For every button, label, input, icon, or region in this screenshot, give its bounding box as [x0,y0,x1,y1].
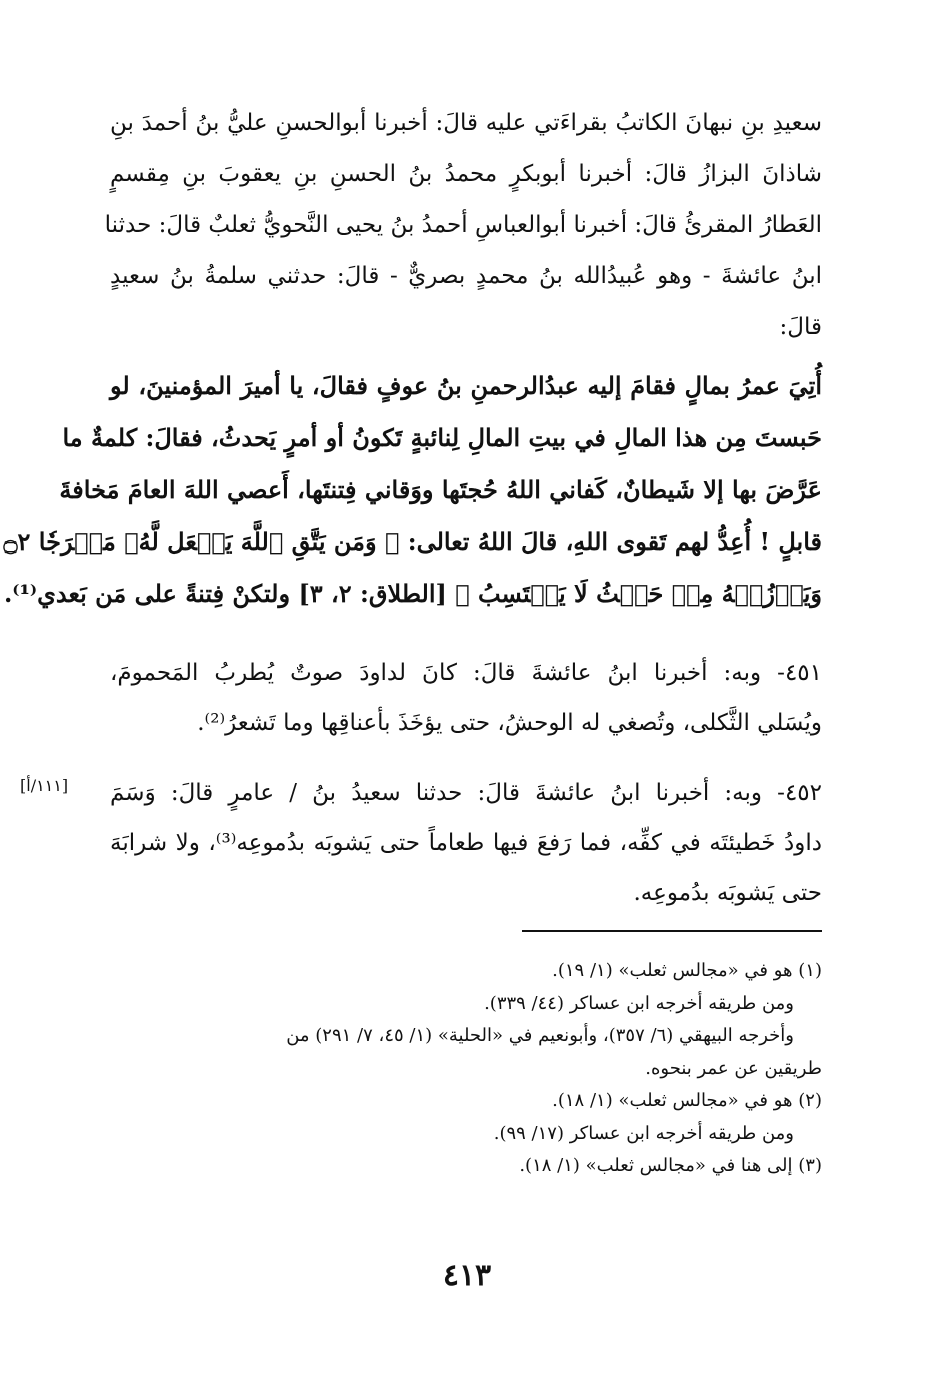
text-line: ويُسَلي الثَّكلى، وتُصغي له الوحشُ، حتى يؤخَذَ بأعناقِها وما تَشعرُ⁽²⁾. [197,710,822,736]
footnote-line: ومن طريقه أخرجه ابن عساكر (٤٤/ ٣٣٩). [484,992,794,1014]
text-line: وَيَرۡزُقۡهُ مِنۡ حَيۡثُ لَا يَحۡتَسِبُ ﴾ [الطلاق: ٢، ٣] ولتكنْ فِتنةً على مَن بَعدي⁽¹⁾. [3,579,822,608]
text-line: قابلٍ ! أُعِدُّ لهم تَقوى اللهِ، قالَ اللهُ تعالى: ﴿ وَمَن يَتَّقِ ٱللَّهَ يَجۡعَل لَّهُۥ مَخۡرَجٗا ۝٢ [3,527,822,556]
text-line: شاذانَ البزازُ قالَ: أخبرنا أبوبكرٍ محمدُ بنُ الحسنِ بنِ يعقوبَ بنِ مِقسمٍ [110,161,822,187]
text-line: ٤٥١- وبه: أخبرنا ابنُ عائشةَ قالَ: كانَ لداودَ صوتٌ يُطربُ المَحمومَ، [110,660,822,686]
text-line: العَطارُ المقرئُ قالَ: أخبرنا أبوالعباسِ أحمدُ بنُ يحيى النَّحويُّ ثعلبٌ قالَ: حدثنا [104,212,822,238]
text-line: سعيدِ بنِ نبهانَ الكاتبُ بقراءَتي عليه قالَ: أخبرنا أبوالحسنِ عليُّ بنُ أحمدَ بنِ [110,110,822,136]
text-line: داودُ خَطيئتَه في كفِّه، فما رَفعَ فيها طعاماً حتى يَشوبَه بدُموعِه⁽³⁾، ولا شرابَهَ [110,830,822,856]
text-line: ابنُ عائشةَ - وهو عُبيدُالله بنُ محمدٍ بصريٌّ - قالَ: حدثني سلمةُ بنُ سعيدٍ [110,263,822,289]
page-number: ٤١٣ [442,1258,492,1293]
hadith-452 [110,768,822,918]
footnote-line: (٣) إلى هنا في «مجالس ثعلب» (١/ ١٨). [519,1155,822,1176]
footnote-line: (٢) هو في «مجالس ثعلب» (١/ ١٨). [552,1090,822,1111]
footnote-line: (١) هو في «مجالس ثعلب» (١/ ١٩). [552,960,822,981]
manuscript-folio-ref: [١١١/أ] [20,776,69,795]
footnotes [110,955,822,1183]
isnad-paragraph [104,98,822,353]
text-line: حَبستَ مِن هذا المالِ في بيتِ المالِ لِنائبةٍ تَكونُ أو أمرٍ يَحدثُ، فقالَ: كلمةٌ ما [62,423,822,452]
text-line: عَرَّضَ بها إلا شَيطانٌ، كَفاني اللهُ حُجتَها ووَقاني فِتنتَها، أَعصي اللهَ العامَ مَخافةَ [59,475,822,504]
text-line: ٤٥٢- وبه: أخبرنا ابنُ عائشةَ قالَ: حدثنا سعيدُ بنُ / عامرٍ قالَ: وَسَمَ [110,780,822,806]
footnote-line: وأخرجه البيهقي (٦/ ٣٥٧)، وأبونعيم في «الحلية» (١/ ٤٥، ٧/ ٢٩١) من [286,1025,794,1046]
footnote-separator [522,930,822,932]
hadith-451 [110,648,822,748]
text-line: أُتِيَ عمرُ بمالٍ فقامَ إليه عبدُالرحمنِ بنُ عوفٍ فقالَ، يا أميرَ المؤمنينَ، لو [110,371,822,400]
text-line: قالَ: [779,314,822,340]
footnote-line: طريقين عن عمر بنحوه. [645,1057,822,1079]
text-line: حتى يَشوبَه بدُموعِه. [633,880,822,906]
athar-paragraph [3,360,822,620]
footnote-line: ومن طريقه أخرجه ابن عساكر (١٧/ ٩٩). [493,1122,794,1144]
